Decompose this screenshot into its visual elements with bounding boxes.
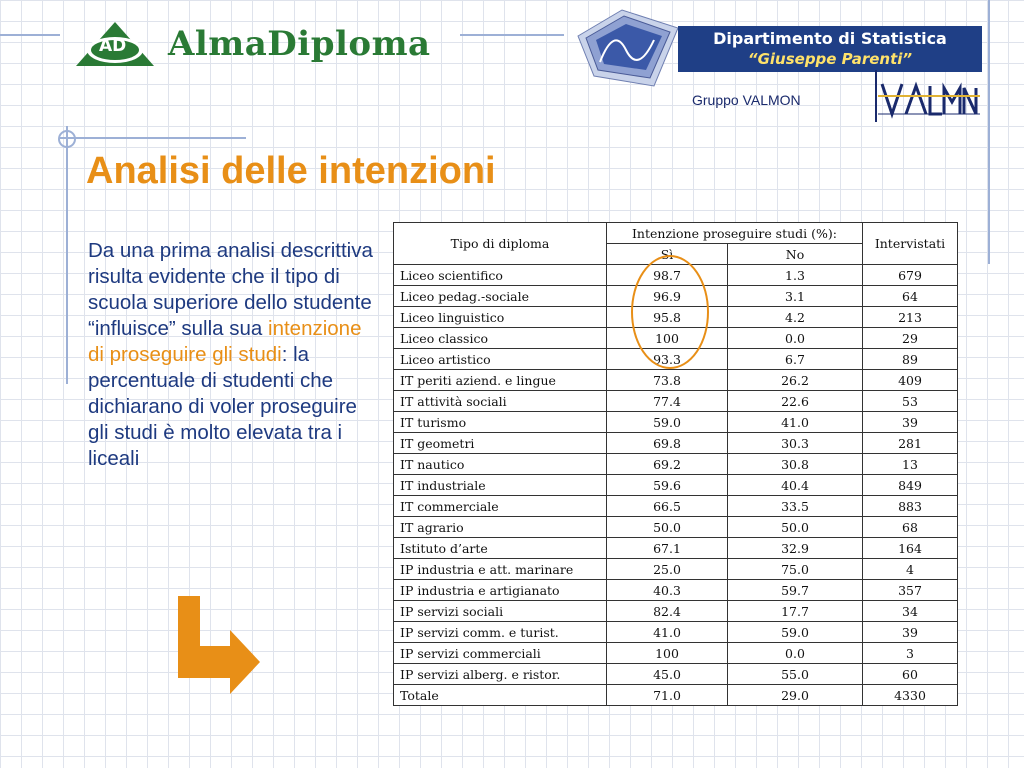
table-row [394,559,957,580]
valmon-logo [872,70,982,126]
cell-diploma-type: Istituto d’arte [394,538,607,559]
cell-interviewed: 849 [863,475,958,496]
cell-interviewed: 281 [863,433,958,454]
cell-no: 32.9 [728,538,863,559]
cell-si: 73.8 [607,370,728,391]
cell-no: 41.0 [728,412,863,433]
cell-diploma-type: IP servizi commerciali [394,643,607,664]
cell-diploma-type: IT commerciale [394,496,607,517]
cell-diploma-type: IT agrario [394,517,607,538]
department-name: Dipartimento di Statistica [713,29,947,48]
cell-no: 3.1 [728,286,863,307]
cell-diploma-type: Liceo scientifico [394,265,607,286]
cell-interviewed: 29 [863,328,958,349]
cell-no: 33.5 [728,496,863,517]
cell-interviewed: 89 [863,349,958,370]
cell-no: 30.8 [728,454,863,475]
table-row [394,538,957,559]
decor-line-vertical-left [66,126,68,384]
cell-no: 75.0 [728,559,863,580]
table-row [394,433,957,454]
cell-no: 0.0 [728,328,863,349]
cell-si: 66.5 [607,496,728,517]
column-header-type: Tipo di diploma [394,223,607,265]
cell-si: 45.0 [607,664,728,685]
cell-diploma-type: Totale [394,685,607,706]
table-row [394,265,957,286]
cell-si: 69.8 [607,433,728,454]
cell-si: 41.0 [607,622,728,643]
cell-no: 40.4 [728,475,863,496]
table-row [394,349,957,370]
cell-diploma-type: IT turismo [394,412,607,433]
cell-diploma-type: IT nautico [394,454,607,475]
body-paragraph [88,238,378,472]
table-row [394,643,957,664]
cell-si: 82.4 [607,601,728,622]
cell-si: 71.0 [607,685,728,706]
department-name-box [678,26,982,72]
cell-si: 96.9 [607,286,728,307]
cell-si: 95.8 [607,307,728,328]
department-subtitle: “Giuseppe Parenti” [747,50,913,68]
cell-si: 69.2 [607,454,728,475]
cell-no: 26.2 [728,370,863,391]
cell-interviewed: 39 [863,622,958,643]
cell-si: 25.0 [607,559,728,580]
cell-interviewed: 3 [863,643,958,664]
cell-no: 59.0 [728,622,863,643]
cell-si: 59.0 [607,412,728,433]
cell-interviewed: 13 [863,454,958,475]
column-header-si: Sì [607,244,728,265]
column-header-interviewed: Intervistati [863,223,958,265]
cell-interviewed: 64 [863,286,958,307]
cell-no: 1.3 [728,265,863,286]
table-row [394,580,957,601]
group-label: Gruppo VALMON [692,92,801,108]
table-row [394,370,957,391]
column-header-no: No [728,244,863,265]
column-header-group: Intenzione proseguire studi (%): [607,223,863,244]
cell-diploma-type: IP servizi comm. e turist. [394,622,607,643]
cell-diploma-type: IT attività sociali [394,391,607,412]
cell-interviewed: 357 [863,580,958,601]
cell-si: 100 [607,643,728,664]
table-row [394,496,957,517]
almadiploma-wordmark: AlmaDiploma [168,24,431,64]
cell-si: 100 [607,328,728,349]
cell-no: 4.2 [728,307,863,328]
table-row [394,454,957,475]
body-text-conclusion: : la percentuale di studenti che dichiarano di voler proseguire gli studi è molto elevata tra i liceali [88,343,357,470]
table-row [394,517,957,538]
almadiploma-badge-text: AD [99,36,127,56]
table-row [394,622,957,643]
table-row [394,685,957,706]
cell-no: 17.7 [728,601,863,622]
cell-si: 98.7 [607,265,728,286]
cell-si: 93.3 [607,349,728,370]
body-text-intro: Da una prima analisi descrittiva risulta evidente che il tipo di scuola superiore dello studente “influisce” sulla sua [88,239,373,340]
cell-no: 29.0 [728,685,863,706]
cell-no: 55.0 [728,664,863,685]
cell-diploma-type: IP industria e artigianato [394,580,607,601]
statistics-cube-icon [574,6,684,88]
cell-si: 77.4 [607,391,728,412]
cell-diploma-type: Liceo linguistico [394,307,607,328]
table-row [394,391,957,412]
cell-no: 0.0 [728,643,863,664]
valmon-logo-icon [872,70,982,126]
cell-si: 67.1 [607,538,728,559]
cell-diploma-type: IP servizi alberg. e ristor. [394,664,607,685]
cell-no: 50.0 [728,517,863,538]
almadiploma-logo [70,16,450,72]
table-row [394,664,957,685]
cell-no: 22.6 [728,391,863,412]
cell-diploma-type: Liceo pedag.-sociale [394,286,607,307]
cell-si: 50.0 [607,517,728,538]
cell-diploma-type: Liceo artistico [394,349,607,370]
table-row [394,328,957,349]
cell-diploma-type: Liceo classico [394,328,607,349]
cell-diploma-type: IP servizi sociali [394,601,607,622]
table-row [394,475,957,496]
cell-no: 6.7 [728,349,863,370]
body-text-highlight: intenzione di proseguire gli studi [88,317,362,366]
cell-interviewed: 53 [863,391,958,412]
decor-line-top-mid [460,34,564,36]
data-table [394,223,957,705]
crosshair-icon [56,128,78,150]
cell-interviewed: 883 [863,496,958,517]
cell-interviewed: 60 [863,664,958,685]
page-title: Analisi delle intenzioni [86,150,496,192]
table-row [394,412,957,433]
table-row [394,601,957,622]
cell-interviewed: 39 [863,412,958,433]
table-row [394,286,957,307]
cell-interviewed: 68 [863,517,958,538]
cell-interviewed: 164 [863,538,958,559]
cell-interviewed: 4 [863,559,958,580]
cell-diploma-type: IT periti aziend. e lingue [394,370,607,391]
cell-interviewed: 409 [863,370,958,391]
decor-line-vertical-right [988,0,990,264]
cell-diploma-type: IT industriale [394,475,607,496]
cell-interviewed: 213 [863,307,958,328]
cell-interviewed: 34 [863,601,958,622]
decor-line-under-logo [60,137,246,139]
cell-diploma-type: IP industria e att. marinare [394,559,607,580]
cell-no: 59.7 [728,580,863,601]
table-row [394,307,957,328]
cell-interviewed: 4330 [894,687,926,703]
cell-si: 59.6 [607,475,728,496]
cell-diploma-type: IT geometri [394,433,607,454]
decor-line-top-left [0,34,60,36]
diploma-intentions-table [393,222,958,706]
down-right-arrow-icon [172,592,264,698]
cell-no: 30.3 [728,433,863,454]
cell-si: 40.3 [607,580,728,601]
cell-interviewed: 679 [863,265,958,286]
table-body [394,265,957,706]
